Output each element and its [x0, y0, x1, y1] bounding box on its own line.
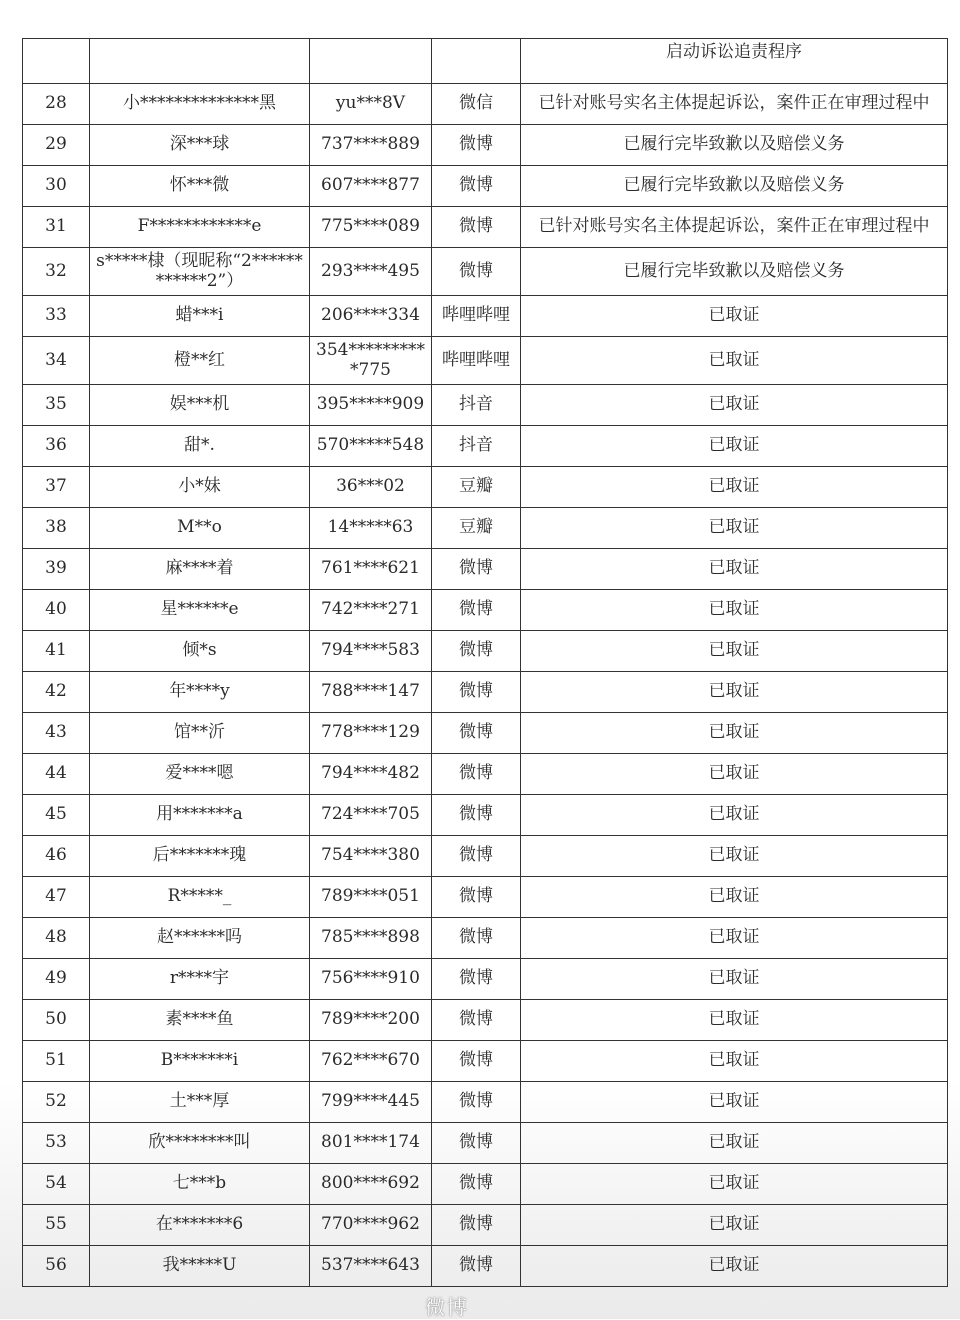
cell-account-name: 星******e	[90, 590, 310, 631]
cell-account-id: 737****889	[310, 125, 432, 166]
cell-number: 50	[23, 1000, 90, 1041]
cell-status: 已取证	[521, 754, 948, 795]
cell-status: 已取证	[521, 1123, 948, 1164]
cell-platform: 微博	[432, 918, 521, 959]
cell-number: 42	[23, 672, 90, 713]
cell-number: 33	[23, 296, 90, 337]
cell-account-name: 小**************黑	[90, 84, 310, 125]
cell-account-name: 七***b	[90, 1164, 310, 1205]
cell-platform: 微博	[432, 877, 521, 918]
cell-number: 47	[23, 877, 90, 918]
cell-number: 43	[23, 713, 90, 754]
cell-platform: 微博	[432, 1000, 521, 1041]
cell-platform: 微博	[432, 754, 521, 795]
cell-account-id: 206****334	[310, 296, 432, 337]
table-row	[23, 1246, 948, 1287]
cell-number: 32	[23, 248, 90, 296]
cell-account-id: 775****089	[310, 207, 432, 248]
cell-account-name: 馆**沂	[90, 713, 310, 754]
cell-number: 36	[23, 426, 90, 467]
table-row	[23, 248, 948, 296]
cell-platform: 微博	[432, 590, 521, 631]
cell-platform: 微博	[432, 125, 521, 166]
cell-account-id: 794****583	[310, 631, 432, 672]
cell-platform: 微博	[432, 959, 521, 1000]
cell-account-name: 年****y	[90, 672, 310, 713]
cell-status: 已取证	[521, 959, 948, 1000]
cell-platform: 微博	[432, 713, 521, 754]
cell-number: 53	[23, 1123, 90, 1164]
cell-platform: 微博	[432, 795, 521, 836]
cell-account-id: 395*****909	[310, 385, 432, 426]
cell-number: 29	[23, 125, 90, 166]
cell-platform: 微信	[432, 84, 521, 125]
cell-account-id: 354**********775	[310, 337, 432, 385]
cell-account-name: 后*******瑰	[90, 836, 310, 877]
cell-platform: 微博	[432, 1041, 521, 1082]
cell-number: 51	[23, 1041, 90, 1082]
cell-platform: 微博	[432, 672, 521, 713]
table-row	[23, 918, 948, 959]
cell-platform: 微博	[432, 1123, 521, 1164]
cell-account-id: 756****910	[310, 959, 432, 1000]
cell-platform: 抖音	[432, 426, 521, 467]
cell-account-name	[90, 39, 310, 84]
cell-status: 已取证	[521, 918, 948, 959]
table-row	[23, 877, 948, 918]
cell-number: 52	[23, 1082, 90, 1123]
cell-account-id: 794****482	[310, 754, 432, 795]
cell-platform: 抖音	[432, 385, 521, 426]
cell-platform: 微博	[432, 631, 521, 672]
cell-status: 已履行完毕致歉以及赔偿义务	[521, 125, 948, 166]
cell-account-name: 怀***微	[90, 166, 310, 207]
table-row	[23, 795, 948, 836]
cell-number: 46	[23, 836, 90, 877]
cell-account-id: 36***02	[310, 467, 432, 508]
cell-platform: 微博	[432, 549, 521, 590]
cell-account-id: 770****962	[310, 1205, 432, 1246]
cell-account-id: 778****129	[310, 713, 432, 754]
table-row	[23, 508, 948, 549]
cell-platform: 哔哩哔哩	[432, 337, 521, 385]
table-row	[23, 337, 948, 385]
cell-account-id: 293****495	[310, 248, 432, 296]
cell-account-name: R*****_	[90, 877, 310, 918]
cell-number: 40	[23, 590, 90, 631]
cell-status: 已取证	[521, 1082, 948, 1123]
cell-number	[23, 39, 90, 84]
table-row	[23, 836, 948, 877]
cell-status: 已取证	[521, 1246, 948, 1287]
table-row	[23, 166, 948, 207]
cell-account-name: 甜*.	[90, 426, 310, 467]
cell-number: 48	[23, 918, 90, 959]
cell-account-name: F************e	[90, 207, 310, 248]
cell-platform: 微博	[432, 207, 521, 248]
cell-account-name: 我*****U	[90, 1246, 310, 1287]
cell-status: 已取证	[521, 385, 948, 426]
cell-number: 31	[23, 207, 90, 248]
table-row	[23, 84, 948, 125]
cell-account-id: 724****705	[310, 795, 432, 836]
cell-status: 已取证	[521, 426, 948, 467]
cell-account-name: 在*******6	[90, 1205, 310, 1246]
table-row	[23, 549, 948, 590]
cell-account-id: 789****200	[310, 1000, 432, 1041]
cell-number: 37	[23, 467, 90, 508]
cell-account-id: 607****877	[310, 166, 432, 207]
cell-account-id: 754****380	[310, 836, 432, 877]
cell-account-id: 785****898	[310, 918, 432, 959]
cell-platform: 微博	[432, 1246, 521, 1287]
cell-account-id: 789****051	[310, 877, 432, 918]
cell-account-name: M**o	[90, 508, 310, 549]
cell-account-id: yu***8V	[310, 84, 432, 125]
cell-account-name: 爱****嗯	[90, 754, 310, 795]
cell-account-id: 799****445	[310, 1082, 432, 1123]
table-row	[23, 1123, 948, 1164]
cell-status: 已取证	[521, 1000, 948, 1041]
cell-status: 已取证	[521, 337, 948, 385]
cell-account-name: 小*妹	[90, 467, 310, 508]
cell-account-id	[310, 39, 432, 84]
table-row	[23, 1082, 948, 1123]
table-row	[23, 754, 948, 795]
table-row	[23, 590, 948, 631]
cell-status: 已针对账号实名主体提起诉讼，案件正在审理过程中	[521, 207, 948, 248]
cell-number: 28	[23, 84, 90, 125]
cell-account-name: s*****棣（现昵称“2************2”）	[90, 248, 310, 296]
cell-number: 35	[23, 385, 90, 426]
cell-platform: 微博	[432, 166, 521, 207]
cell-number: 45	[23, 795, 90, 836]
table-row	[23, 467, 948, 508]
cell-status: 已取证	[521, 672, 948, 713]
cell-status: 已取证	[521, 1041, 948, 1082]
cell-status: 已取证	[521, 549, 948, 590]
cell-status: 已取证	[521, 877, 948, 918]
cell-status: 已取证	[521, 590, 948, 631]
table-row	[23, 207, 948, 248]
table-body	[23, 39, 948, 1287]
cell-platform	[432, 39, 521, 84]
cell-number: 38	[23, 508, 90, 549]
cell-status: 已取证	[521, 836, 948, 877]
cell-account-name: B*******i	[90, 1041, 310, 1082]
cell-status: 启动诉讼追责程序	[521, 39, 948, 84]
cell-account-id: 742****271	[310, 590, 432, 631]
cell-status: 已取证	[521, 713, 948, 754]
cell-account-id: 537****643	[310, 1246, 432, 1287]
table-row	[23, 631, 948, 672]
table-row	[23, 959, 948, 1000]
cell-account-id: 14*****63	[310, 508, 432, 549]
table-row	[23, 385, 948, 426]
cell-number: 56	[23, 1246, 90, 1287]
cell-account-id: 761****621	[310, 549, 432, 590]
cell-platform: 哔哩哔哩	[432, 296, 521, 337]
cell-platform: 豆瓣	[432, 467, 521, 508]
cell-account-id: 762****670	[310, 1041, 432, 1082]
records-table	[22, 38, 948, 1287]
cell-account-id: 570*****548	[310, 426, 432, 467]
cell-platform: 微博	[432, 836, 521, 877]
cell-platform: 微博	[432, 248, 521, 296]
table-row	[23, 672, 948, 713]
cell-account-id: 800****692	[310, 1164, 432, 1205]
cell-number: 55	[23, 1205, 90, 1246]
cell-account-name: 倾*s	[90, 631, 310, 672]
cell-account-name: 橙**红	[90, 337, 310, 385]
table-row	[23, 713, 948, 754]
cell-status: 已取证	[521, 795, 948, 836]
cell-number: 54	[23, 1164, 90, 1205]
cell-number: 41	[23, 631, 90, 672]
cell-number: 39	[23, 549, 90, 590]
table-row-continued	[23, 39, 948, 84]
cell-status: 已履行完毕致歉以及赔偿义务	[521, 248, 948, 296]
table-row	[23, 1205, 948, 1246]
table-row	[23, 296, 948, 337]
table-row	[23, 1000, 948, 1041]
cell-status: 已取证	[521, 631, 948, 672]
cell-platform: 微博	[432, 1082, 521, 1123]
cell-status: 已取证	[521, 1205, 948, 1246]
cell-status: 已取证	[521, 1164, 948, 1205]
cell-account-name: 麻****着	[90, 549, 310, 590]
cell-account-name: 赵******吗	[90, 918, 310, 959]
table-row	[23, 426, 948, 467]
cell-number: 49	[23, 959, 90, 1000]
table-row	[23, 125, 948, 166]
watermark: 微博	[425, 1295, 469, 1319]
cell-account-name: 深***球	[90, 125, 310, 166]
table-row	[23, 1164, 948, 1205]
cell-account-id: 788****147	[310, 672, 432, 713]
cell-account-name: 素****鱼	[90, 1000, 310, 1041]
cell-number: 34	[23, 337, 90, 385]
cell-status: 已取证	[521, 508, 948, 549]
table-row	[23, 1041, 948, 1082]
cell-account-id: 801****174	[310, 1123, 432, 1164]
cell-number: 30	[23, 166, 90, 207]
cell-account-name: 土***厚	[90, 1082, 310, 1123]
cell-status: 已针对账号实名主体提起诉讼，案件正在审理过程中	[521, 84, 948, 125]
cell-platform: 微博	[432, 1205, 521, 1246]
cell-account-name: r****宇	[90, 959, 310, 1000]
cell-status: 已取证	[521, 296, 948, 337]
cell-status: 已履行完毕致歉以及赔偿义务	[521, 166, 948, 207]
cell-account-name: 欣********叫	[90, 1123, 310, 1164]
cell-platform: 豆瓣	[432, 508, 521, 549]
cell-status: 已取证	[521, 467, 948, 508]
cell-account-name: 蜡***i	[90, 296, 310, 337]
cell-account-name: 娱***机	[90, 385, 310, 426]
cell-platform: 微博	[432, 1164, 521, 1205]
cell-number: 44	[23, 754, 90, 795]
cell-account-name: 用*******a	[90, 795, 310, 836]
